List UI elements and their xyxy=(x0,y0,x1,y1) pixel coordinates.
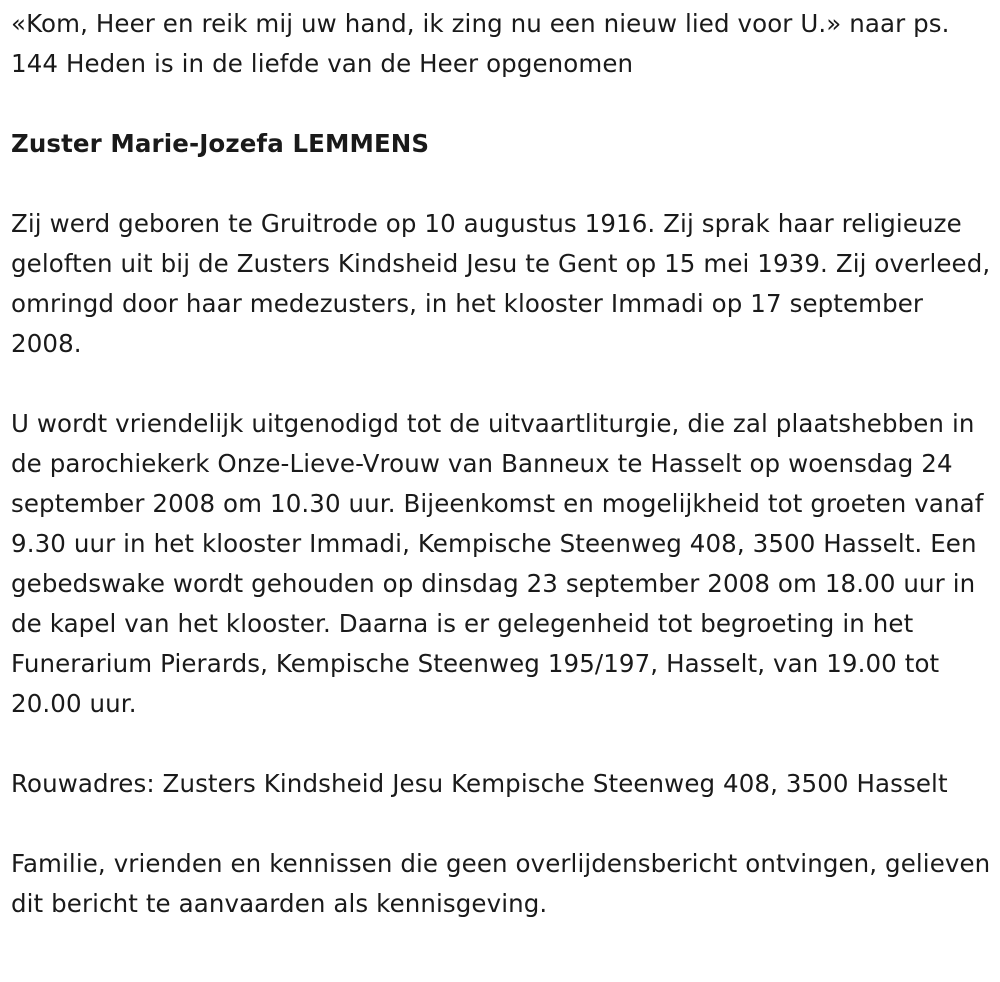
death-notice xyxy=(11,4,991,924)
funeral-invitation-paragraph: U wordt vriendelijk uitgenodigd tot de uitvaartliturgie, die zal plaatshebben in de parochiekerk Onze-Lieve-Vrouw van Banneux te Hasselt op woensdag 24 september 2008 om 10.30 uur. Bijeenkomst en mogelijkheid tot groeten vanaf 9.30 uur in het klooster Immadi, Kempische Steenweg 408, 3500 Hasselt. Een gebedswake wordt gehouden op dinsdag 23 september 2008 om 18.00 uur in de kapel van het klooster. Daarna is er gelegenheid tot begroeting in het Funerarium Pierards, Kempische Steenweg 195/197, Hasselt, van 19.00 tot 20.00 uur. xyxy=(11,409,984,718)
mourning-address-paragraph: Rouwadres: Zusters Kindsheid Jesu Kempische Steenweg 408, 3500 Hasselt xyxy=(11,769,948,798)
closing-paragraph: Familie, vrienden en kennissen die geen overlijdensbericht ontvingen, gelieven dit bericht te aanvaarden als kennisgeving. xyxy=(11,849,991,918)
intro-paragraph: «Kom, Heer en reik mij uw hand, ik zing nu een nieuw lied voor U.» naar ps. 144 Heden is in de liefde van de Heer opgenomen xyxy=(11,9,950,78)
deceased-name: Zuster Marie-Jozefa LEMMENS xyxy=(11,129,430,158)
biography-paragraph: Zij werd geboren te Gruitrode op 10 augustus 1916. Zij sprak haar religieuze geloften uit bij de Zusters Kindsheid Jesu te Gent op 15 mei 1939. Zij overleed, omringd door haar medezusters, in het klooster Immadi op 17 september 2008. xyxy=(11,209,991,358)
